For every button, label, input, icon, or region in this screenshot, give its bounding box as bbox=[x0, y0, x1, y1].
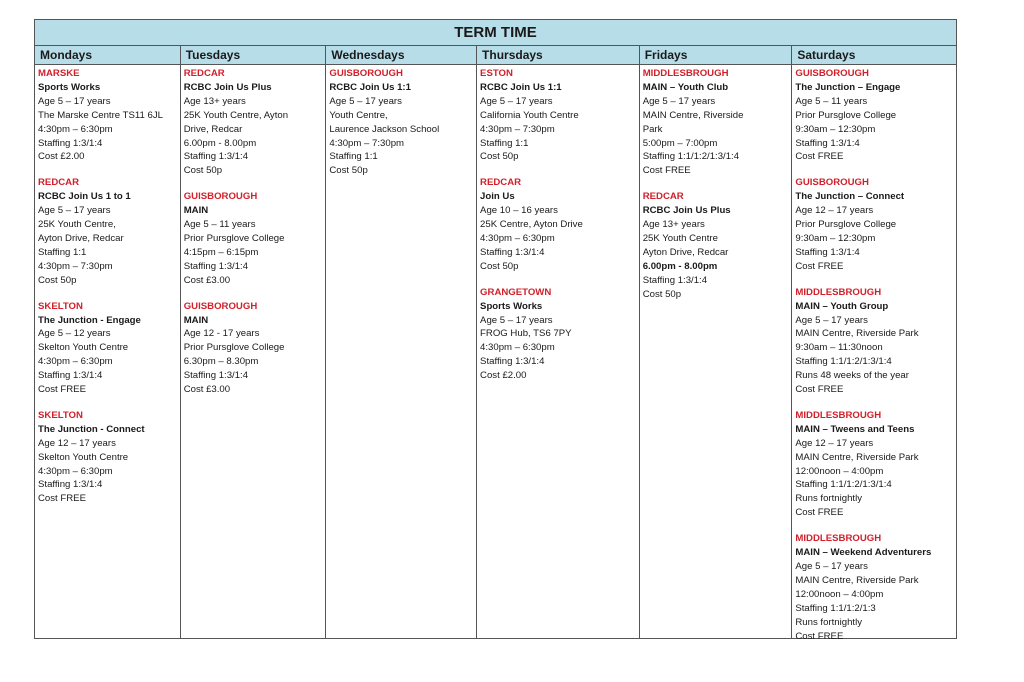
day-column bbox=[35, 65, 181, 639]
activity-name: MAIN – Youth Club bbox=[642, 81, 729, 93]
activity-block bbox=[38, 300, 177, 397]
detail-line: Prior Pursglove College bbox=[183, 232, 285, 244]
detail-line: 4:30pm – 7:30pm bbox=[38, 260, 113, 272]
detail-line: Staffing 1:1 bbox=[329, 151, 378, 163]
detail-line: Cost FREE bbox=[795, 384, 844, 396]
detail-line: Age 12 – 17 years bbox=[795, 205, 874, 217]
detail-line: MAIN Centre, Riverside Park bbox=[795, 574, 919, 586]
activity-block bbox=[643, 67, 789, 178]
detail-line: Staffing 1:3/1:4 bbox=[183, 370, 249, 382]
detail-line: Age 5 – 17 years bbox=[480, 95, 553, 107]
location-label: SKELTON bbox=[38, 409, 83, 421]
activity-name: MAIN bbox=[183, 314, 209, 326]
detail-line: Park bbox=[642, 123, 663, 135]
detail-line: 9:30am – 11:30noon bbox=[795, 342, 883, 354]
detail-line: Cost FREE bbox=[795, 151, 844, 163]
detail-line: Age 10 – 16 years bbox=[480, 205, 558, 217]
detail-line: Prior Pursglove College bbox=[183, 342, 285, 354]
activity-block bbox=[184, 190, 323, 287]
activity-block bbox=[184, 67, 323, 178]
detail-line: Age 13+ years bbox=[642, 219, 705, 231]
detail-line: Age 5 – 17 years bbox=[480, 314, 553, 326]
detail-line: Age 5 – 17 years bbox=[795, 314, 868, 326]
day-column bbox=[326, 65, 477, 639]
location-label: GUISBOROUGH bbox=[183, 191, 258, 203]
activity-block bbox=[795, 176, 953, 273]
activity-name: RCBC Join Us 1:1 bbox=[329, 81, 411, 93]
detail-line: 25K Youth Centre, Ayton bbox=[183, 109, 289, 121]
activity-name: RCBC Join Us 1 to 1 bbox=[38, 191, 131, 203]
activity-name: MAIN – Weekend Adventurers bbox=[795, 547, 932, 559]
detail-line: Staffing 1:3/1:4 bbox=[795, 137, 860, 149]
location-label: REDCAR bbox=[642, 191, 684, 203]
day-column bbox=[640, 65, 793, 639]
detail-line: Cost FREE bbox=[795, 507, 844, 519]
activity-name: RCBC Join Us Plus bbox=[183, 81, 272, 93]
detail-line: 25K Centre, Ayton Drive bbox=[480, 219, 583, 231]
detail-line: Cost FREE bbox=[38, 384, 86, 396]
detail-line: Skelton Youth Centre bbox=[38, 342, 129, 354]
activity-name: RCBC Join Us 1:1 bbox=[480, 81, 562, 93]
detail-line: Age 5 – 11 years bbox=[183, 219, 256, 231]
activity-block bbox=[38, 176, 177, 287]
activity-name: Sports Works bbox=[38, 81, 101, 93]
detail-line: Cost 50p bbox=[480, 260, 519, 272]
detail-line: Staffing 1:3/1:4 bbox=[480, 356, 545, 368]
detail-line: 4:30pm – 6:30pm bbox=[480, 232, 555, 244]
location-label: GRANGETOWN bbox=[480, 286, 552, 298]
detail-line: Cost 50p bbox=[329, 165, 368, 177]
detail-line: Laurence Jackson School bbox=[329, 123, 440, 135]
table-title: TERM TIME bbox=[35, 20, 956, 46]
detail-line: Staffing 1:1/1:2/1:3/1:4 bbox=[795, 356, 892, 368]
detail-line: Age 5 – 17 years bbox=[795, 561, 868, 572]
location-label: REDCAR bbox=[183, 68, 225, 79]
detail-line: Cost £2.00 bbox=[480, 370, 527, 382]
detail-line: Prior Pursglove College bbox=[795, 219, 897, 231]
term-time-table bbox=[34, 19, 957, 642]
detail-line: Prior Pursglove College bbox=[795, 109, 897, 121]
detail-line: Staffing 1:3/1:4 bbox=[183, 260, 249, 272]
detail-line: Staffing 1:3/1:4 bbox=[795, 246, 860, 258]
location-label: REDCAR bbox=[480, 177, 522, 189]
detail-line: MAIN Centre, Riverside bbox=[642, 109, 744, 121]
detail-line: Staffing 1:3/1:4 bbox=[480, 246, 545, 258]
detail-line: Age 12 – 17 years bbox=[38, 437, 116, 449]
activity-name: MAIN bbox=[183, 205, 209, 217]
detail-line: 4:15pm – 6:15pm bbox=[183, 246, 259, 258]
day-column bbox=[477, 65, 640, 639]
detail-line: 4:30pm – 7:30pm bbox=[329, 137, 405, 149]
detail-line: MAIN Centre, Riverside Park bbox=[795, 328, 919, 340]
detail-line: Age 5 – 12 years bbox=[38, 328, 111, 340]
detail-line: Cost 50p bbox=[38, 274, 77, 286]
detail-line: Age 5 – 17 years bbox=[38, 205, 111, 217]
activity-block bbox=[480, 176, 636, 273]
activity-name: MAIN – Youth Group bbox=[795, 300, 889, 312]
detail-line: Staffing 1:1 bbox=[480, 137, 529, 149]
detail-line: Cost £3.00 bbox=[183, 384, 231, 396]
detail-line: 12:00noon – 4:00pm bbox=[795, 588, 884, 600]
detail-line: Age 5 – 17 years bbox=[38, 95, 111, 107]
detail-line: 25K Youth Centre bbox=[642, 232, 718, 244]
detail-line: Cost FREE bbox=[642, 165, 691, 177]
detail-line: Cost £3.00 bbox=[183, 274, 231, 286]
activity-block bbox=[480, 67, 636, 164]
day-header: Tuesdays bbox=[181, 46, 327, 64]
activity-block bbox=[329, 67, 473, 178]
detail-line: 4:30pm – 6:30pm bbox=[38, 123, 113, 135]
detail-line: 4:30pm – 6:30pm bbox=[38, 356, 113, 368]
activity-name: Join Us bbox=[480, 191, 515, 203]
activity-block bbox=[184, 300, 323, 397]
detail-line: Runs fortnightly bbox=[795, 616, 863, 628]
detail-line: Staffing 1:3/1:4 bbox=[183, 151, 249, 163]
location-label: MIDDLESBROUGH bbox=[795, 409, 882, 421]
detail-line: 25K Youth Centre, bbox=[38, 219, 116, 231]
detail-line: Staffing 1:1/1:2/1:3/1:4 bbox=[795, 479, 892, 491]
day-columns bbox=[35, 65, 956, 642]
detail-line: Age 5 – 17 years bbox=[329, 95, 402, 107]
location-label: SKELTON bbox=[38, 300, 83, 312]
activity-block bbox=[643, 190, 789, 301]
activity-block bbox=[480, 286, 636, 383]
day-column bbox=[792, 65, 956, 642]
detail-line: Skelton Youth Centre bbox=[38, 451, 129, 463]
location-label: MARSKE bbox=[38, 68, 80, 79]
detail-line: 6.30pm – 8.30pm bbox=[183, 356, 259, 368]
detail-line: Ayton Drive, Redcar bbox=[38, 232, 124, 244]
activity-block bbox=[795, 286, 953, 397]
activity-block bbox=[795, 67, 953, 164]
detail-line: Age 5 – 17 years bbox=[642, 95, 716, 107]
detail-line: Staffing 1:1/1:2/1:3 bbox=[795, 602, 876, 614]
activity-name: The Junction - Engage bbox=[38, 314, 141, 326]
activity-block bbox=[795, 409, 953, 520]
detail-line: Age 5 – 11 years bbox=[795, 95, 868, 107]
activity-name: MAIN – Tweens and Teens bbox=[795, 423, 915, 435]
day-header: Thursdays bbox=[477, 46, 640, 64]
activity-block bbox=[38, 67, 177, 164]
activity-name: The Junction – Engage bbox=[795, 81, 901, 93]
detail-line: 4:30pm – 6:30pm bbox=[480, 342, 555, 354]
activity-block bbox=[38, 409, 177, 506]
detail-line: Staffing 1:3/1:4 bbox=[38, 479, 103, 491]
detail-line: 4:30pm – 6:30pm bbox=[38, 465, 113, 477]
detail-line: 9:30am – 12:30pm bbox=[795, 123, 876, 135]
location-label: MIDDLESBROUGH bbox=[642, 68, 729, 79]
detail-line: 12:00noon – 4:00pm bbox=[795, 465, 884, 477]
location-label: ESTON bbox=[480, 68, 513, 79]
activity-name: The Junction – Connect bbox=[795, 191, 905, 203]
activity-name: RCBC Join Us Plus bbox=[642, 205, 731, 217]
detail-line: Staffing 1:3/1:4 bbox=[38, 137, 103, 149]
detail-line: 5:00pm – 7:00pm bbox=[642, 137, 718, 149]
detail-line: Staffing 1:1 bbox=[38, 246, 87, 258]
detail-line: Cost FREE bbox=[795, 260, 844, 272]
detail-line: Age 12 - 17 years bbox=[183, 328, 260, 340]
detail-line: Cost £2.00 bbox=[38, 151, 85, 163]
detail-line: California Youth Centre bbox=[480, 109, 579, 121]
activity-name: The Junction - Connect bbox=[38, 423, 145, 435]
detail-line: Youth Centre, bbox=[329, 109, 388, 121]
detail-line: Cost 50p bbox=[183, 165, 223, 177]
location-label: GUISBOROUGH bbox=[795, 68, 869, 79]
day-header: Saturdays bbox=[797, 48, 856, 62]
detail-line: Drive, Redcar bbox=[183, 123, 243, 135]
detail-line: MAIN Centre, Riverside Park bbox=[795, 451, 919, 463]
detail-line: Age 12 – 17 years bbox=[795, 437, 874, 449]
activity-block bbox=[795, 532, 953, 643]
detail-line: Age 13+ years bbox=[183, 95, 246, 107]
detail-line: 6.00pm - 8.00pm bbox=[183, 137, 257, 149]
detail-line: Cost 50p bbox=[642, 288, 682, 300]
day-header-row bbox=[35, 46, 956, 65]
detail-line: 6.00pm - 8.00pm bbox=[642, 260, 718, 272]
detail-line: Staffing 1:3/1:4 bbox=[642, 274, 708, 286]
detail-line: FROG Hub, TS6 7PY bbox=[480, 328, 572, 340]
detail-line: Cost FREE bbox=[38, 493, 86, 505]
location-label: REDCAR bbox=[38, 177, 80, 189]
location-label: MIDDLESBROUGH bbox=[795, 286, 882, 298]
detail-line: 4:30pm – 7:30pm bbox=[480, 123, 555, 135]
activity-name: Sports Works bbox=[480, 300, 543, 312]
day-header: Wednesdays bbox=[326, 46, 477, 64]
detail-line: Staffing 1:1/1:2/1:3/1:4 bbox=[642, 151, 740, 163]
detail-line: Ayton Drive, Redcar bbox=[642, 246, 729, 258]
day-column bbox=[181, 65, 327, 639]
detail-line: Cost FREE bbox=[795, 630, 844, 642]
detail-line: Cost 50p bbox=[480, 151, 519, 163]
location-label: GUISBOROUGH bbox=[795, 177, 869, 189]
day-header: Mondays bbox=[35, 46, 181, 64]
day-header: Fridays bbox=[640, 46, 793, 64]
detail-line: 9:30am – 12:30pm bbox=[795, 232, 876, 244]
detail-line: Runs 48 weeks of the year bbox=[795, 370, 909, 382]
detail-line: Runs fortnightly bbox=[795, 493, 863, 505]
detail-line: Staffing 1:3/1:4 bbox=[38, 370, 103, 382]
location-label: GUISBOROUGH bbox=[329, 68, 403, 79]
detail-line: The Marske Centre TS11 6JL bbox=[38, 109, 163, 121]
location-label: GUISBOROUGH bbox=[183, 300, 258, 312]
location-label: MIDDLESBROUGH bbox=[795, 533, 882, 545]
